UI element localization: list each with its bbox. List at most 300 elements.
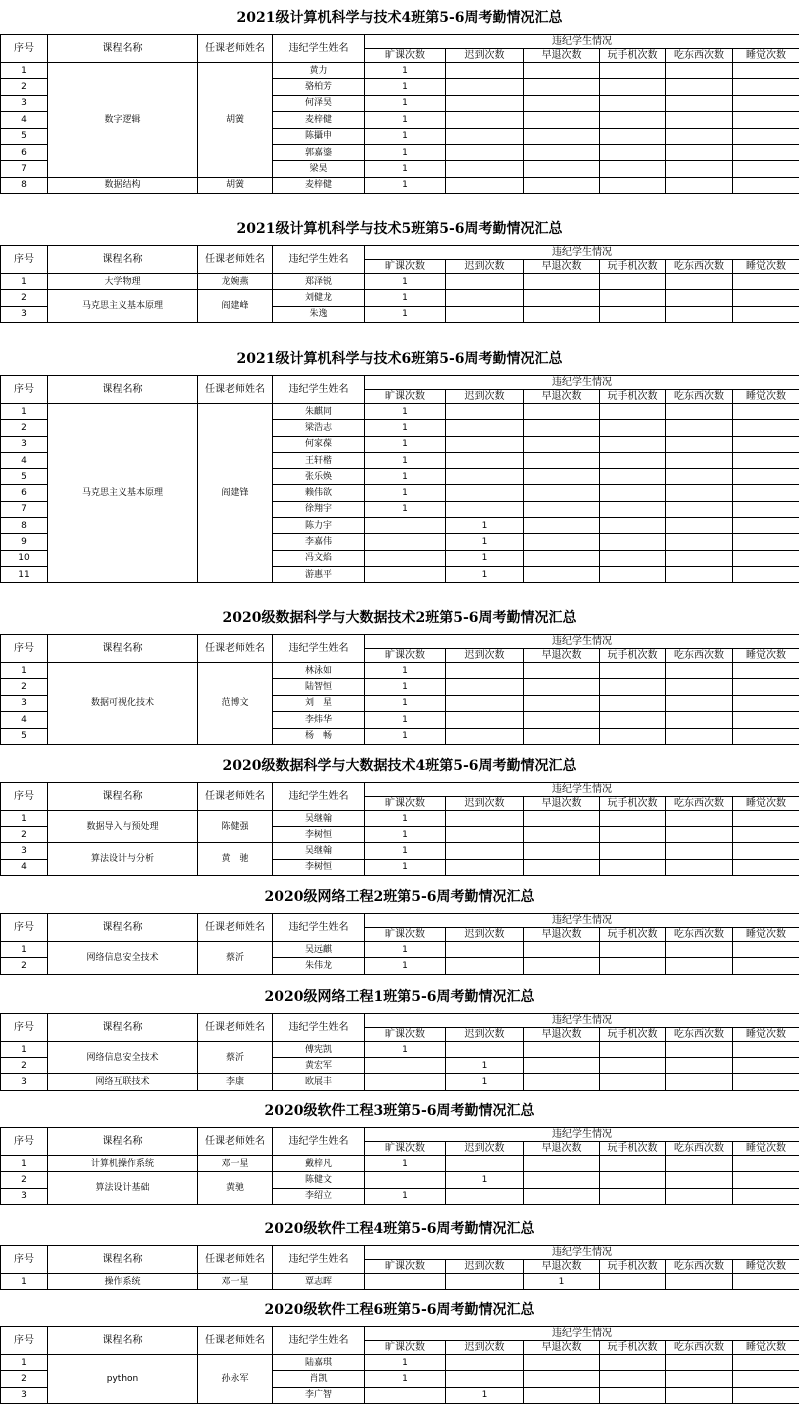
violation-count: 1 [365, 112, 446, 128]
violation-count: 1 [365, 177, 446, 193]
course-name: 数字逻辑 [48, 63, 198, 178]
violation-count [446, 1274, 524, 1290]
violation-count [600, 1355, 666, 1371]
violation-count [524, 144, 600, 160]
header-student: 违纪学生姓名 [273, 1014, 365, 1042]
table-row [1, 1274, 799, 1290]
teacher-name: 蔡沂 [198, 1042, 273, 1074]
violation-count [524, 518, 600, 534]
violation-count [446, 112, 524, 128]
attendance-section [0, 887, 799, 975]
attendance-table [0, 1326, 799, 1404]
violation-count [666, 306, 733, 322]
table-row [1, 1355, 799, 1371]
row-seq: 4 [1, 112, 48, 128]
header-count-col: 睡觉次数 [733, 928, 799, 942]
violation-count [524, 712, 600, 728]
violation-count [524, 420, 600, 436]
violation-count [524, 1387, 600, 1403]
violation-count [666, 712, 733, 728]
violation-count [365, 1387, 446, 1403]
violation-count [365, 1172, 446, 1188]
student-name: 陈力宇 [273, 518, 365, 534]
violation-count [600, 485, 666, 501]
section-title: 2020级数据科学与大数据技术2班第5-6周考勤情况汇总 [222, 610, 577, 626]
student-name: 郭嘉鎏 [273, 144, 365, 160]
header-count-col: 吃东西次数 [666, 1341, 733, 1355]
violation-count [666, 436, 733, 452]
violation-count: 1 [365, 306, 446, 322]
violation-count [524, 485, 600, 501]
header-count-col: 吃东西次数 [666, 260, 733, 274]
attendance-section [0, 608, 799, 745]
teacher-name: 龙婉燕 [198, 274, 273, 290]
violation-count [600, 144, 666, 160]
violation-count [733, 663, 799, 679]
section-title: 2021级计算机科学与技术4班第5-6周考勤情况汇总 [236, 10, 563, 26]
header-course: 课程名称 [48, 1246, 198, 1274]
student-name: 梁昊 [273, 161, 365, 177]
violation-count [733, 420, 799, 436]
student-name: 梁浩志 [273, 420, 365, 436]
table-row [1, 843, 799, 859]
violation-count [666, 485, 733, 501]
row-seq: 1 [1, 663, 48, 679]
violation-count [446, 128, 524, 144]
section-title: 2021级计算机科学与技术6班第5-6周考勤情况汇总 [236, 351, 563, 367]
course-name: python [48, 1355, 198, 1404]
course-name: 马克思主义基本原理 [48, 404, 198, 583]
violation-count [600, 274, 666, 290]
row-seq: 5 [1, 469, 48, 485]
header-count-col: 玩手机次数 [600, 649, 666, 663]
header-seq: 序号 [1, 635, 48, 663]
header-count-col: 玩手机次数 [600, 797, 666, 811]
violation-count [600, 95, 666, 111]
header-count-col: 睡觉次数 [733, 260, 799, 274]
violation-count [666, 420, 733, 436]
violation-count: 1 [446, 518, 524, 534]
header-count-col: 旷课次数 [365, 1142, 446, 1156]
violation-count [600, 1371, 666, 1387]
violation-count [666, 1058, 733, 1074]
row-seq: 1 [1, 274, 48, 290]
header-count-col: 睡觉次数 [733, 797, 799, 811]
row-seq: 2 [1, 79, 48, 95]
violation-count [524, 566, 600, 582]
row-seq: 1 [1, 404, 48, 420]
student-name: 朱麒同 [273, 404, 365, 420]
header-count-col: 吃东西次数 [666, 1260, 733, 1274]
violation-count: 1 [365, 452, 446, 468]
table-row [1, 177, 799, 193]
violation-count [600, 843, 666, 859]
violation-count: 1 [365, 274, 446, 290]
row-seq: 2 [1, 1058, 48, 1074]
violation-count [524, 1172, 600, 1188]
violation-count [446, 695, 524, 711]
violation-count [600, 436, 666, 452]
student-name: 覃志晖 [273, 1274, 365, 1290]
header-course: 课程名称 [48, 246, 198, 274]
violation-count [524, 79, 600, 95]
violation-count [666, 404, 733, 420]
student-name: 游惠平 [273, 566, 365, 582]
teacher-name: 蔡沂 [198, 942, 273, 975]
header-count-col: 玩手机次数 [600, 1341, 666, 1355]
row-seq: 8 [1, 177, 48, 193]
row-seq: 7 [1, 161, 48, 177]
row-seq: 2 [1, 420, 48, 436]
violation-count [600, 518, 666, 534]
header-count-col: 玩手机次数 [600, 928, 666, 942]
violation-count: 1 [446, 534, 524, 550]
violation-count [524, 128, 600, 144]
violation-count [600, 1156, 666, 1172]
violation-count [666, 161, 733, 177]
header-count-col: 早退次数 [524, 49, 600, 63]
header-count-col: 早退次数 [524, 649, 600, 663]
row-seq: 1 [1, 1355, 48, 1371]
attendance-section [0, 987, 799, 1091]
attendance-table [0, 375, 799, 583]
header-count-col: 旷课次数 [365, 390, 446, 404]
student-name: 李广智 [273, 1387, 365, 1403]
violation-count [365, 1274, 446, 1290]
table-row [1, 1074, 799, 1090]
violation-count [666, 1042, 733, 1058]
teacher-name: 胡黉 [198, 63, 273, 178]
violation-count [600, 501, 666, 517]
violation-count [666, 1355, 733, 1371]
violation-count [446, 469, 524, 485]
student-name: 李绍立 [273, 1188, 365, 1204]
header-student: 违纪学生姓名 [273, 35, 365, 63]
violation-count [446, 290, 524, 306]
course-name: 数据可视化技术 [48, 663, 198, 745]
violation-count: 1 [365, 679, 446, 695]
violation-count: 1 [365, 695, 446, 711]
course-name: 网络互联技术 [48, 1074, 198, 1090]
header-count-col: 睡觉次数 [733, 1260, 799, 1274]
student-name: 吴继翰 [273, 811, 365, 827]
course-name: 数据结构 [48, 177, 198, 193]
attendance-section [0, 1300, 799, 1404]
violation-count [733, 1355, 799, 1371]
violation-count [666, 1371, 733, 1387]
student-name: 冯文焰 [273, 550, 365, 566]
student-name: 陈攝申 [273, 128, 365, 144]
violation-count [733, 827, 799, 843]
header-violation-group: 违纪学生情况 [365, 914, 799, 928]
violation-count [733, 63, 799, 79]
table-row [1, 63, 799, 79]
violation-count [446, 958, 524, 974]
violation-count [600, 404, 666, 420]
violation-count: 1 [446, 550, 524, 566]
violation-count [733, 859, 799, 875]
violation-count: 1 [365, 161, 446, 177]
violation-count [446, 1371, 524, 1387]
header-count-col: 吃东西次数 [666, 649, 733, 663]
row-seq: 1 [1, 942, 48, 958]
violation-count [600, 161, 666, 177]
violation-count [446, 827, 524, 843]
violation-count [666, 859, 733, 875]
student-name: 吴远麒 [273, 942, 365, 958]
student-name: 李树恒 [273, 859, 365, 875]
teacher-name: 阎建峰 [198, 290, 273, 323]
student-name: 陆智恒 [273, 679, 365, 695]
violation-count [446, 679, 524, 695]
row-seq: 2 [1, 1371, 48, 1387]
violation-count [733, 1058, 799, 1074]
header-count-col: 玩手机次数 [600, 49, 666, 63]
attendance-section [0, 349, 799, 583]
header-count-col: 玩手机次数 [600, 1142, 666, 1156]
violation-count: 1 [365, 1042, 446, 1058]
header-count-col: 迟到次数 [446, 1341, 524, 1355]
violation-count [733, 679, 799, 695]
header-student: 违纪学生姓名 [273, 1246, 365, 1274]
header-violation-group: 违纪学生情况 [365, 1014, 799, 1028]
header-count-col: 睡觉次数 [733, 649, 799, 663]
violation-count [524, 161, 600, 177]
violation-count [733, 79, 799, 95]
student-name: 刘 星 [273, 695, 365, 711]
violation-count [600, 534, 666, 550]
header-seq: 序号 [1, 1327, 48, 1355]
teacher-name: 陈健强 [198, 811, 273, 843]
student-name: 何家葆 [273, 436, 365, 452]
violation-count [733, 436, 799, 452]
table-row [1, 290, 799, 306]
header-teacher: 任课老师姓名 [198, 635, 273, 663]
row-seq: 3 [1, 843, 48, 859]
violation-count [733, 485, 799, 501]
header-teacher: 任课老师姓名 [198, 1128, 273, 1156]
row-seq: 3 [1, 695, 48, 711]
violation-count [524, 177, 600, 193]
violation-count [666, 843, 733, 859]
violation-count: 1 [446, 566, 524, 582]
row-seq: 3 [1, 306, 48, 322]
header-count-col: 吃东西次数 [666, 797, 733, 811]
attendance-table [0, 634, 799, 745]
violation-count [733, 1188, 799, 1204]
violation-count [600, 452, 666, 468]
violation-count [666, 663, 733, 679]
violation-count [600, 1188, 666, 1204]
violation-count [600, 177, 666, 193]
violation-count: 1 [446, 1074, 524, 1090]
violation-count [524, 827, 600, 843]
violation-count [524, 728, 600, 744]
header-teacher: 任课老师姓名 [198, 914, 273, 942]
violation-count [600, 1387, 666, 1403]
student-name: 朱伟龙 [273, 958, 365, 974]
violation-count [600, 1042, 666, 1058]
violation-count [600, 811, 666, 827]
violation-count [446, 161, 524, 177]
header-count-col: 早退次数 [524, 1341, 600, 1355]
table-row [1, 1042, 799, 1058]
violation-count [666, 811, 733, 827]
violation-count [365, 1074, 446, 1090]
header-student: 违纪学生姓名 [273, 635, 365, 663]
header-course: 课程名称 [48, 1327, 198, 1355]
violation-count [666, 112, 733, 128]
header-count-col: 迟到次数 [446, 928, 524, 942]
header-course: 课程名称 [48, 1014, 198, 1042]
violation-count [446, 663, 524, 679]
violation-count: 1 [365, 712, 446, 728]
header-seq: 序号 [1, 914, 48, 942]
header-count-col: 迟到次数 [446, 797, 524, 811]
violation-count: 1 [365, 420, 446, 436]
violation-count [524, 534, 600, 550]
attendance-table [0, 913, 799, 975]
header-student: 违纪学生姓名 [273, 1327, 365, 1355]
violation-count [446, 452, 524, 468]
violation-count [524, 95, 600, 111]
violation-count [733, 161, 799, 177]
row-seq: 1 [1, 1156, 48, 1172]
row-seq: 2 [1, 679, 48, 695]
violation-count [446, 306, 524, 322]
violation-count: 1 [365, 501, 446, 517]
student-name: 徐翔宇 [273, 501, 365, 517]
header-count-col: 玩手机次数 [600, 390, 666, 404]
violation-count: 1 [365, 942, 446, 958]
violation-count [733, 404, 799, 420]
violation-count [666, 501, 733, 517]
violation-count [524, 679, 600, 695]
violation-count [446, 1042, 524, 1058]
header-seq: 序号 [1, 1014, 48, 1042]
section-title: 2020级数据科学与大数据技术4班第5-6周考勤情况汇总 [222, 758, 577, 774]
violation-count [733, 958, 799, 974]
student-name: 麦梓健 [273, 112, 365, 128]
violation-count [600, 469, 666, 485]
student-name: 欧展丰 [273, 1074, 365, 1090]
student-name: 李炜华 [273, 712, 365, 728]
course-name: 算法设计与分析 [48, 843, 198, 875]
header-count-col: 迟到次数 [446, 390, 524, 404]
violation-count [446, 859, 524, 875]
row-seq: 1 [1, 1274, 48, 1290]
student-name: 肖凯 [273, 1371, 365, 1387]
violation-count [365, 534, 446, 550]
course-name: 算法设计基础 [48, 1172, 198, 1205]
table-row [1, 1156, 799, 1172]
row-seq: 3 [1, 1387, 48, 1403]
header-course: 课程名称 [48, 376, 198, 404]
violation-count [446, 274, 524, 290]
violation-count [733, 1074, 799, 1090]
violation-count [666, 695, 733, 711]
header-count-col: 迟到次数 [446, 1260, 524, 1274]
violation-count [600, 128, 666, 144]
violation-count [365, 518, 446, 534]
violation-count [524, 469, 600, 485]
violation-count [666, 177, 733, 193]
violation-count [666, 518, 733, 534]
header-seq: 序号 [1, 35, 48, 63]
header-count-col: 早退次数 [524, 390, 600, 404]
section-title: 2020级软件工程6班第5-6周考勤情况汇总 [264, 1302, 535, 1318]
violation-count [733, 128, 799, 144]
violation-count [733, 1156, 799, 1172]
table-row [1, 663, 799, 679]
header-teacher: 任课老师姓名 [198, 376, 273, 404]
violation-count [733, 452, 799, 468]
header-count-col: 旷课次数 [365, 928, 446, 942]
header-violation-group: 违纪学生情况 [365, 783, 799, 797]
violation-count [524, 452, 600, 468]
violation-count [666, 128, 733, 144]
violation-count [733, 712, 799, 728]
student-name: 骆柏芳 [273, 79, 365, 95]
course-name: 计算机操作系统 [48, 1156, 198, 1172]
violation-count [524, 1156, 600, 1172]
header-count-col: 吃东西次数 [666, 1142, 733, 1156]
violation-count [446, 1355, 524, 1371]
table-row [1, 1172, 799, 1188]
violation-count [666, 1188, 733, 1204]
violation-count [524, 1371, 600, 1387]
row-seq: 1 [1, 63, 48, 79]
header-teacher: 任课老师姓名 [198, 1014, 273, 1042]
header-violation-group: 违纪学生情况 [365, 1128, 799, 1142]
violation-count [365, 1058, 446, 1074]
violation-count [733, 566, 799, 582]
violation-count [733, 550, 799, 566]
violation-count [600, 112, 666, 128]
violation-count [365, 550, 446, 566]
row-seq: 9 [1, 534, 48, 550]
header-count-col: 早退次数 [524, 1142, 600, 1156]
course-name: 操作系统 [48, 1274, 198, 1290]
row-seq: 2 [1, 1172, 48, 1188]
violation-count [600, 958, 666, 974]
row-seq: 11 [1, 566, 48, 582]
header-count-col: 早退次数 [524, 797, 600, 811]
header-teacher: 任课老师姓名 [198, 1327, 273, 1355]
violation-count [733, 695, 799, 711]
violation-count [446, 811, 524, 827]
row-seq: 2 [1, 958, 48, 974]
student-name: 黄宏军 [273, 1058, 365, 1074]
header-count-col: 迟到次数 [446, 260, 524, 274]
violation-count [666, 95, 733, 111]
violation-count [666, 1156, 733, 1172]
violation-count [446, 843, 524, 859]
violation-count [666, 79, 733, 95]
violation-count: 1 [365, 843, 446, 859]
teacher-name: 范博文 [198, 663, 273, 745]
violation-count: 1 [446, 1172, 524, 1188]
violation-count [733, 501, 799, 517]
teacher-name: 邓一星 [198, 1156, 273, 1172]
teacher-name: 黄驰 [198, 1172, 273, 1205]
violation-count: 1 [365, 958, 446, 974]
header-count-col: 睡觉次数 [733, 1028, 799, 1042]
student-name: 李树恒 [273, 827, 365, 843]
violation-count [666, 827, 733, 843]
violation-count [524, 859, 600, 875]
violation-count: 1 [365, 63, 446, 79]
